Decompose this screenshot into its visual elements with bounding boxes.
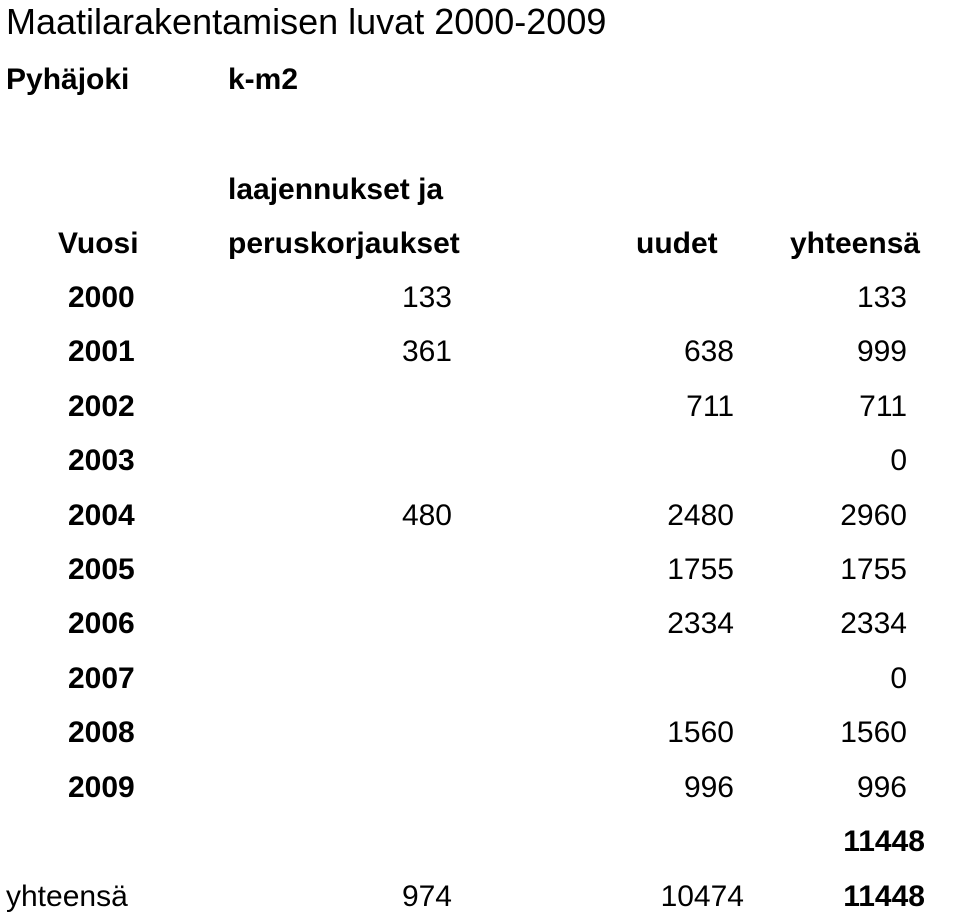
row-new: 996 <box>683 771 734 804</box>
row-total: 0 <box>890 444 907 477</box>
summary-label: yhteensä <box>6 880 128 913</box>
row-year: 2004 <box>68 499 135 532</box>
row-new: 1755 <box>667 553 734 586</box>
row-ext: 361 <box>401 335 452 368</box>
row-new: 2480 <box>667 499 734 532</box>
row-new: 2334 <box>667 607 734 640</box>
header-year: Vuosi <box>58 227 139 260</box>
row-total: 0 <box>890 662 907 695</box>
row-year: 2008 <box>68 716 135 749</box>
row-total: 2334 <box>840 607 907 640</box>
row-total: 996 <box>856 771 907 804</box>
row-year: 2000 <box>68 281 135 314</box>
row-total: 2960 <box>840 499 907 532</box>
row-year: 2006 <box>68 607 135 640</box>
summary-new: 10474 <box>660 880 744 913</box>
row-year: 2009 <box>68 771 135 804</box>
row-new: 711 <box>686 390 734 423</box>
header-ext-line1: laajennukset ja <box>228 173 444 206</box>
subtotal-value: 11448 <box>843 825 925 858</box>
row-total: 1755 <box>840 553 907 586</box>
row-new: 638 <box>683 335 734 368</box>
row-ext: 480 <box>401 499 452 532</box>
summary-ext: 974 <box>401 880 452 913</box>
unit-label: k-m2 <box>228 63 299 96</box>
row-total: 711 <box>859 390 907 423</box>
row-total: 133 <box>856 281 907 314</box>
row-year: 2007 <box>68 662 135 695</box>
summary-total: 11448 <box>843 880 925 913</box>
row-ext: 133 <box>401 281 452 314</box>
header-new: uudet <box>636 227 718 260</box>
row-total: 1560 <box>840 716 907 749</box>
row-total: 999 <box>856 335 907 368</box>
row-new: 1560 <box>667 716 734 749</box>
row-year: 2002 <box>68 390 135 423</box>
row-year: 2005 <box>68 553 135 586</box>
place-label: Pyhäjoki <box>6 63 130 96</box>
row-year: 2001 <box>68 335 135 368</box>
header-ext-line2: peruskorjaukset <box>228 227 460 260</box>
header-total: yhteensä <box>790 227 921 260</box>
row-year: 2003 <box>68 444 135 477</box>
page-title: Maatilarakentamisen luvat 2000-2009 <box>6 1 607 42</box>
